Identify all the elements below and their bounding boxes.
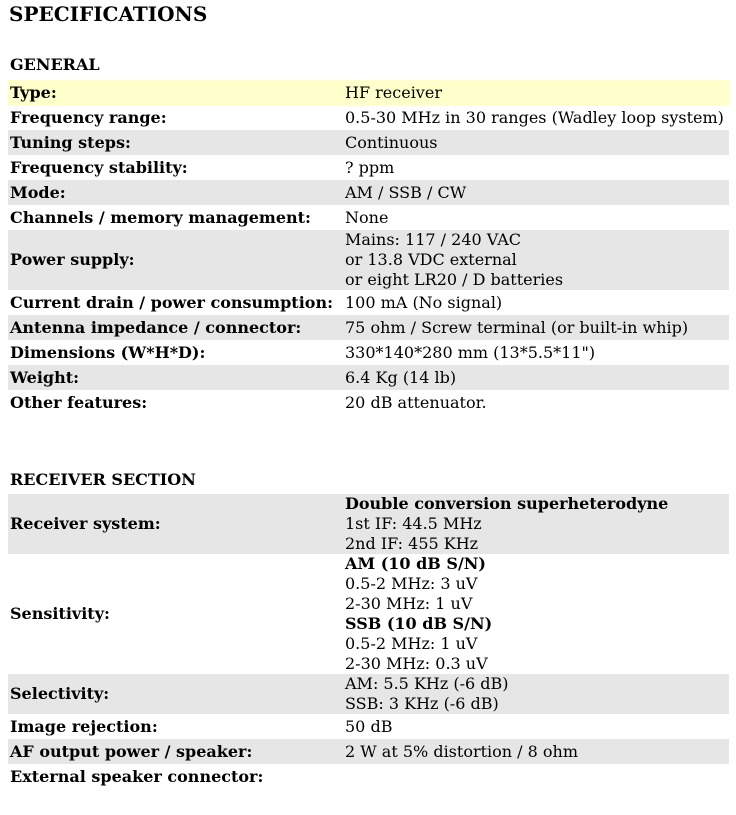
receiver-table bbox=[8, 494, 729, 789]
spec-label: Other features: bbox=[8, 390, 343, 415]
spec-value: 100 mA (No signal) bbox=[343, 290, 729, 315]
table-row bbox=[8, 230, 729, 290]
af-output-value: 2 W at 5% distortion / 8 ohm bbox=[343, 739, 729, 764]
spec-label: Weight: bbox=[8, 365, 343, 390]
external-speaker-value bbox=[343, 764, 729, 789]
table-row bbox=[8, 290, 729, 315]
page-title: SPECIFICATIONS bbox=[9, 2, 208, 26]
table-row bbox=[8, 80, 729, 105]
table-row bbox=[8, 180, 729, 205]
table-row bbox=[8, 714, 729, 739]
table-row bbox=[8, 365, 729, 390]
spec-value: 75 ohm / Screw terminal (or built-in whip) bbox=[343, 315, 729, 340]
spec-label: Antenna impedance / connector: bbox=[8, 315, 343, 340]
table-row bbox=[8, 674, 729, 714]
selectivity-value: AM: 5.5 KHz (-6 dB) SSB: 3 KHz (-6 dB) bbox=[343, 674, 729, 714]
spec-label: Frequency stability: bbox=[8, 155, 343, 180]
table-row bbox=[8, 494, 729, 554]
spec-value: HF receiver bbox=[343, 80, 729, 105]
spec-value: ? ppm bbox=[343, 155, 729, 180]
external-speaker-label: External speaker connector: bbox=[8, 764, 343, 789]
spec-value: 330*140*280 mm (13*5.5*11") bbox=[343, 340, 729, 365]
table-row bbox=[8, 105, 729, 130]
table-row bbox=[8, 390, 729, 415]
spec-value: None bbox=[343, 205, 729, 230]
receiver-system-label: Receiver system: bbox=[8, 494, 343, 554]
general-heading: GENERAL bbox=[10, 55, 100, 74]
table-row bbox=[8, 205, 729, 230]
sensitivity-value: AM (10 dB S/N) 0.5-2 MHz: 3 uV 2-30 MHz: 1 uV SSB (10 dB S/N) 0.5-2 MHz: 1 uV 2-30 MHz: 0.3 uV bbox=[343, 554, 729, 674]
selectivity-label: Selectivity: bbox=[8, 674, 343, 714]
spec-value: 6.4 Kg (14 lb) bbox=[343, 365, 729, 390]
spec-label: Mode: bbox=[8, 180, 343, 205]
spec-value: Mains: 117 / 240 VAC or 13.8 VDC external or eight LR20 / D batteries bbox=[343, 230, 729, 290]
spec-value: AM / SSB / CW bbox=[343, 180, 729, 205]
spec-value: 20 dB attenuator. bbox=[343, 390, 729, 415]
receiver-system-value: Double conversion superheterodyne 1st IF: 44.5 MHz 2nd IF: 455 KHz bbox=[343, 494, 729, 554]
table-row bbox=[8, 130, 729, 155]
table-row bbox=[8, 315, 729, 340]
sensitivity-label: Sensitivity: bbox=[8, 554, 343, 674]
spec-label: Type: bbox=[8, 80, 343, 105]
table-row bbox=[8, 764, 729, 789]
spec-label: Tuning steps: bbox=[8, 130, 343, 155]
spec-label: Frequency range: bbox=[8, 105, 343, 130]
spec-label: Power supply: bbox=[8, 230, 343, 290]
table-row bbox=[8, 340, 729, 365]
table-row bbox=[8, 155, 729, 180]
receiver-heading: RECEIVER SECTION bbox=[10, 470, 196, 489]
image-rejection-value: 50 dB bbox=[343, 714, 729, 739]
spec-label: Current drain / power consumption: bbox=[8, 290, 343, 315]
af-output-label: AF output power / speaker: bbox=[8, 739, 343, 764]
general-table bbox=[8, 80, 729, 415]
image-rejection-label: Image rejection: bbox=[8, 714, 343, 739]
spec-label: Dimensions (W*H*D): bbox=[8, 340, 343, 365]
table-row bbox=[8, 739, 729, 764]
spec-value: 0.5-30 MHz in 30 ranges (Wadley loop system) bbox=[343, 105, 729, 130]
spec-value: Continuous bbox=[343, 130, 729, 155]
table-row bbox=[8, 554, 729, 674]
spec-label: Channels / memory management: bbox=[8, 205, 343, 230]
